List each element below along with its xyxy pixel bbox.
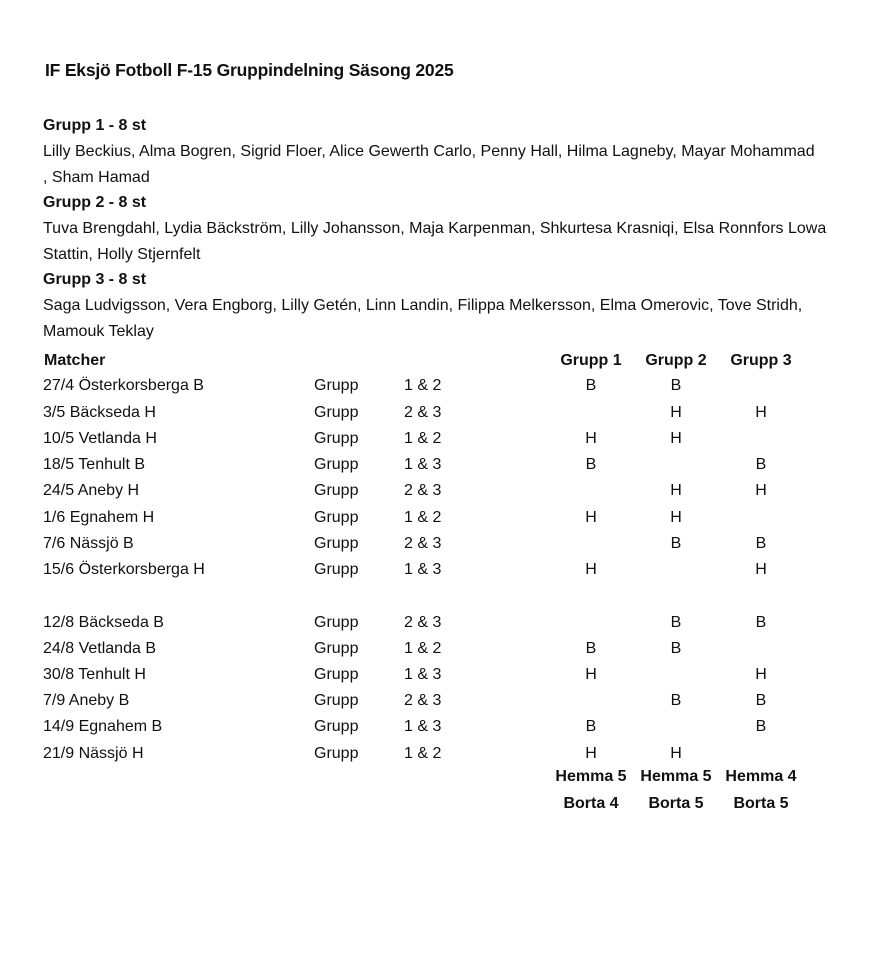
match-groups: 1 & 2: [404, 430, 442, 447]
match-row: [0, 456, 890, 480]
grupp-1-venue: B: [585, 640, 597, 657]
match-name: 21/9 Nässjö H: [43, 745, 144, 762]
match-type: Grupp: [314, 430, 359, 447]
grupp-3-venue: H: [755, 482, 767, 499]
match-name: 14/9 Egnahem B: [43, 718, 163, 735]
grupp-3-venue: B: [755, 614, 767, 631]
document-title: IF Eksjö Fotboll F-15 Gruppindelning Säsong 2025: [45, 60, 454, 80]
grupp-1-venue: H: [585, 561, 597, 578]
summary-home-grupp-3: Hemma 4: [725, 768, 797, 785]
match-type: Grupp: [314, 509, 359, 526]
match-name: 12/8 Bäckseda B: [43, 614, 164, 631]
match-groups: 1 & 3: [404, 718, 442, 735]
group-1-members-line-1: Lilly Beckius, Alma Bogren, Sigrid Floer, Alice Gewerth Carlo, Penny Hall, Hilma Lagneby, Mayar Mohammad: [43, 143, 815, 160]
match-name: 7/6 Nässjö B: [43, 535, 134, 552]
match-row: [0, 404, 890, 428]
grupp-1-venue: B: [585, 377, 597, 394]
group-1-heading: Grupp 1 - 8 st: [43, 117, 147, 134]
matches-heading: Matcher: [44, 352, 106, 369]
group-2-members-line-2: Stattin, Holly Stjernfelt: [43, 246, 201, 263]
match-name: 24/5 Aneby H: [43, 482, 140, 499]
group-3-heading: Grupp 3 - 8 st: [43, 271, 147, 288]
grupp-2-venue: B: [670, 692, 682, 709]
grupp-3-venue: H: [755, 561, 767, 578]
match-type: Grupp: [314, 561, 359, 578]
match-type: Grupp: [314, 535, 359, 552]
match-groups: 1 & 2: [404, 640, 442, 657]
match-groups: 2 & 3: [404, 614, 442, 631]
match-groups: 2 & 3: [404, 692, 442, 709]
match-name: 18/5 Tenhult B: [43, 456, 146, 473]
match-row: [0, 718, 890, 742]
group-2-heading: Grupp 2 - 8 st: [43, 194, 147, 211]
match-groups: 1 & 2: [404, 745, 442, 762]
match-row: [0, 509, 890, 533]
match-row: [0, 377, 890, 401]
match-type: Grupp: [314, 404, 359, 421]
match-type: Grupp: [314, 718, 359, 735]
match-name: 7/9 Aneby B: [43, 692, 130, 709]
match-row: [0, 561, 890, 585]
match-groups: 1 & 3: [404, 456, 442, 473]
match-row: [0, 614, 890, 638]
grupp-3-venue: B: [755, 692, 767, 709]
grupp-2-venue: B: [670, 614, 682, 631]
match-type: Grupp: [314, 456, 359, 473]
summary-away-grupp-3: Borta 5: [733, 795, 789, 812]
match-type: Grupp: [314, 692, 359, 709]
match-type: Grupp: [314, 745, 359, 762]
grupp-3-venue: B: [755, 718, 767, 735]
grupp-3-venue: B: [755, 535, 767, 552]
match-type: Grupp: [314, 614, 359, 631]
group-2-members: [43, 216, 858, 268]
match-row: [0, 692, 890, 716]
grupp-1-venue: H: [585, 509, 597, 526]
match-type: Grupp: [314, 666, 359, 683]
match-row: [0, 430, 890, 454]
grupp-1-venue: B: [585, 718, 597, 735]
grupp-1-venue: B: [585, 456, 597, 473]
grupp-2-venue: H: [670, 509, 682, 526]
grupp-2-venue: B: [670, 535, 682, 552]
match-type: Grupp: [314, 482, 359, 499]
match-groups: 2 & 3: [404, 404, 442, 421]
grupp-2-venue: H: [670, 430, 682, 447]
match-name: 10/5 Vetlanda H: [43, 430, 157, 447]
match-name: 30/8 Tenhult H: [43, 666, 146, 683]
grupp-2-venue: B: [670, 640, 682, 657]
match-name: 1/6 Egnahem H: [43, 509, 155, 526]
match-groups: 1 & 2: [404, 509, 442, 526]
summary-home-grupp-2: Hemma 5: [640, 768, 712, 785]
match-row: [0, 666, 890, 690]
match-groups: 1 & 3: [404, 666, 442, 683]
match-name: 27/4 Österkorsberga B: [43, 377, 204, 394]
summary-away-grupp-1: Borta 4: [563, 795, 619, 812]
match-type: Grupp: [314, 377, 359, 394]
column-header-grupp-2: Grupp 2: [645, 352, 707, 369]
match-row: [0, 535, 890, 559]
match-groups: 1 & 3: [404, 561, 442, 578]
match-row: [0, 640, 890, 664]
group-3-members-line-2: Mamouk Teklay: [43, 323, 154, 340]
grupp-2-venue: H: [670, 482, 682, 499]
grupp-3-venue: H: [755, 404, 767, 421]
match-groups: 2 & 3: [404, 482, 442, 499]
grupp-2-venue: H: [670, 745, 682, 762]
grupp-1-venue: H: [585, 430, 597, 447]
grupp-2-venue: H: [670, 404, 682, 421]
match-name: 3/5 Bäckseda H: [43, 404, 156, 421]
summary-away-grupp-2: Borta 5: [648, 795, 704, 812]
match-name: 24/8 Vetlanda B: [43, 640, 156, 657]
grupp-1-venue: H: [585, 745, 597, 762]
match-name: 15/6 Österkorsberga H: [43, 561, 205, 578]
group-3-members: [43, 293, 858, 345]
grupp-2-venue: B: [670, 377, 682, 394]
match-groups: 1 & 2: [404, 377, 442, 394]
group-1-members: [43, 139, 858, 191]
grupp-1-venue: H: [585, 666, 597, 683]
match-row: [0, 745, 890, 769]
summary-home-grupp-1: Hemma 5: [555, 768, 627, 785]
match-groups: 2 & 3: [404, 535, 442, 552]
match-type: Grupp: [314, 640, 359, 657]
grupp-3-venue: B: [755, 456, 767, 473]
group-1-members-line-2: , Sham Hamad: [43, 169, 150, 186]
match-row: [0, 482, 890, 506]
group-3-members-line-1: Saga Ludvigsson, Vera Engborg, Lilly Getén, Linn Landin, Filippa Melkersson, Elma Omerovic, Tove Stridh,: [43, 297, 803, 314]
column-header-grupp-3: Grupp 3: [730, 352, 792, 369]
group-2-members-line-1: Tuva Brengdahl, Lydia Bäckström, Lilly Johansson, Maja Karpenman, Shkurtesa Krasniqi, Elsa Ronnfors Lowa: [43, 220, 827, 237]
column-header-grupp-1: Grupp 1: [560, 352, 622, 369]
grupp-3-venue: H: [755, 666, 767, 683]
